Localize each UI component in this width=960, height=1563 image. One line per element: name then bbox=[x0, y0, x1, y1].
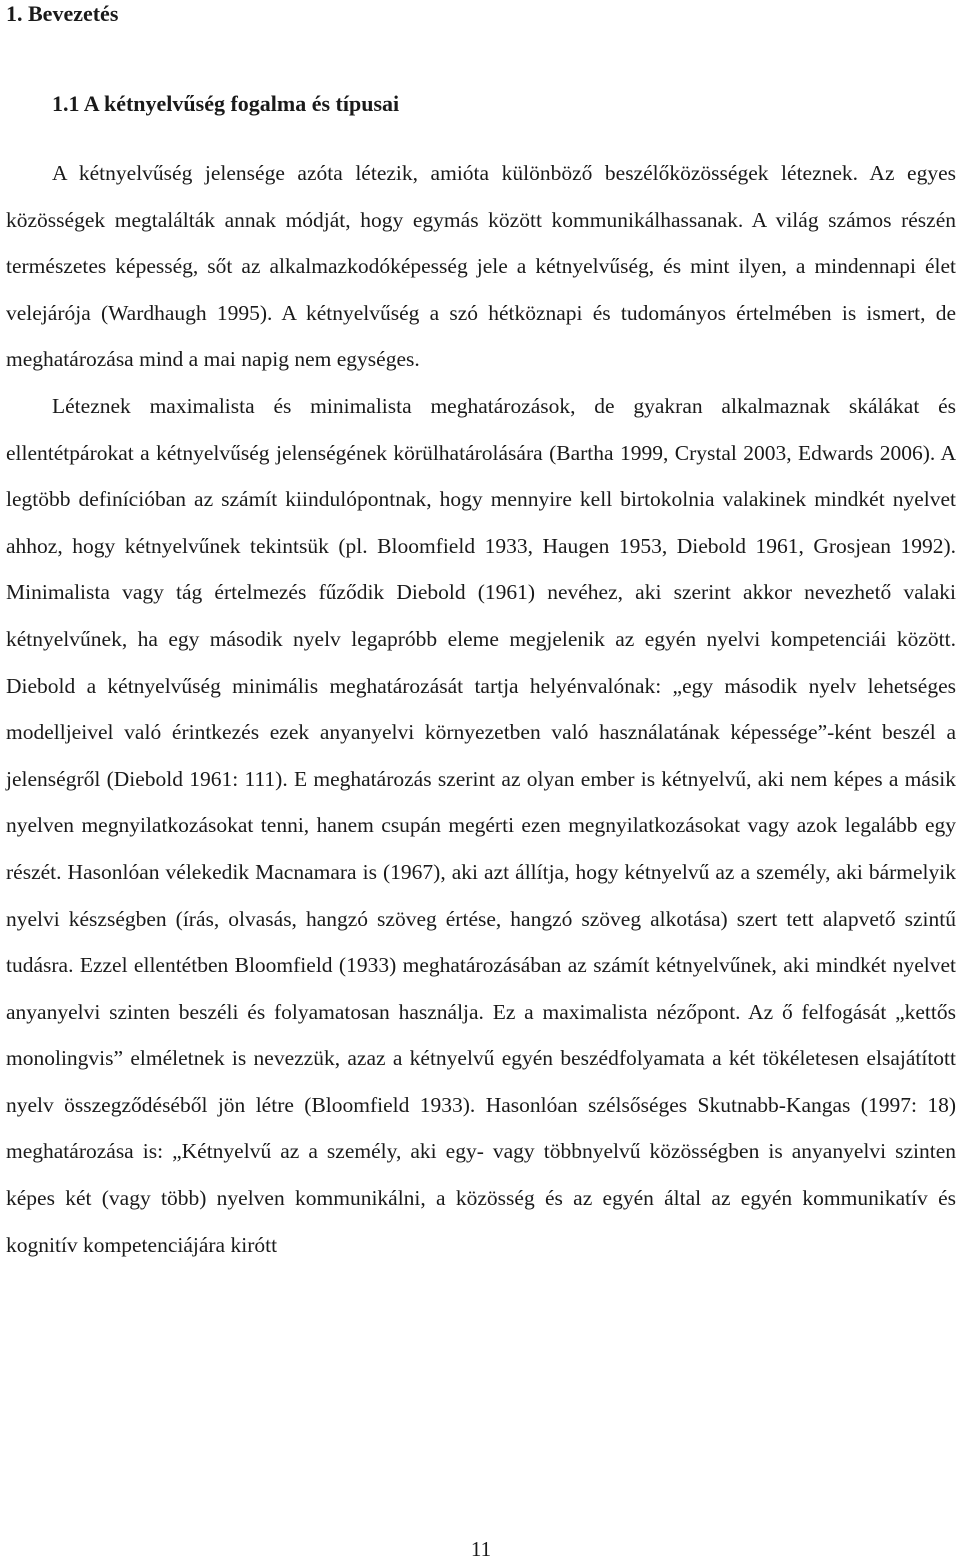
paragraph-2: Léteznek maximalista és minimalista meghatározások, de gyakran alkalmaznak skálákat és ellentétpárokat a kétnyelvűség jelenségének körülhatárolására (Bartha 1999, Crystal 2003, Edwards 2006). A legtöbb definícióban az számít kiindulópontnak, hogy mennyire kell birtokolnia valakinek mindkét nyelvet ahhoz, hogy kétnyelvűnek tekintsük (pl. Bloomfield 1933, Haugen 1953, Diebold 1961, Grosjean 1992). Minimalista vagy tág értelmezés fűződik Diebold (1961) nevéhez, aki szerint akkor nevezhető valaki kétnyelvűnek, ha egy második nyelv legapróbb eleme megjelenik az egyén nyelvi kompetenciái között. Diebold a kétnyelvűség minimális meghatározását tartja helyénvalónak: „egy második nyelv lehetséges modelljeivel való érintkezés ezek anyanyelvi környezetben való használatának képessége”-ként beszél a jelenségről (Diebold 1961: 111). E meghatározás szerint az olyan ember is kétnyelvű, aki nem képes a másik nyelven megnyilatkozásokat tenni, hanem csupán megérti ezen megnyilatkozásokat vagy azok legalább egy részét. Hasonlóan vélekedik Macnamara is (1967), aki azt állítja, hogy kétnyelvű az a személy, aki bármelyik nyelvi készségben (írás, olvasás, hangzó szöveg értése, hangzó szöveg alkotása) szert tett alapvető szintű tudásra. Ezzel ellentétben Bloomfield (1933) meghatározásában az számít kétnyelvűnek, aki mindkét nyelvet anyanyelvi szinten beszéli és folyamatosan használja. Ez a maximalista nézőpont. Az ő felfogását „kettős monolingvis” elméletnek is nevezzük, azaz a kétnyelvű egyén beszédfolyamata a két tökéletesen elsajátított nyelv összegződéséből jön létre (Bloomfield 1933). Hasonlóan szélsőséges Skutnabb-Kangas (1997: 18) meghatározása is: „Kétnyelvű az a személy, aki egy- vagy többnyelvű közösségben is anyanyelvi szinten képes két (vagy több) nyelven kommunikálni, a közösség és az egyén által az egyén kommunikatív és kognitív kompetenciájára kirótt bbox=[6, 393, 956, 1257]
paragraph-1: A kétnyelvűség jelensége azóta létezik, amióta különböző beszélőközösségek léteznek. Az egyes közösségek megtalálták annak módját, hogy egymás között kommunikálhassanak. A világ számos részén természetes képesség, sőt az alkalmazkodóképesség jele a kétnyelvűség, és mint ilyen, a mindennapi élet velejárója (Wardhaugh 1995). A kétnyelvűség a szó hétköznapi és tudományos értelmében is ismert, de meghatározása mind a mai napig nem egységes. bbox=[6, 161, 956, 372]
section-heading: 1.1 A kétnyelvűség fogalma és típusai bbox=[52, 91, 400, 116]
chapter-heading: 1. Bevezetés bbox=[6, 1, 119, 26]
page-number: 11 bbox=[470, 1537, 492, 1561]
body-text bbox=[6, 150, 956, 1268]
